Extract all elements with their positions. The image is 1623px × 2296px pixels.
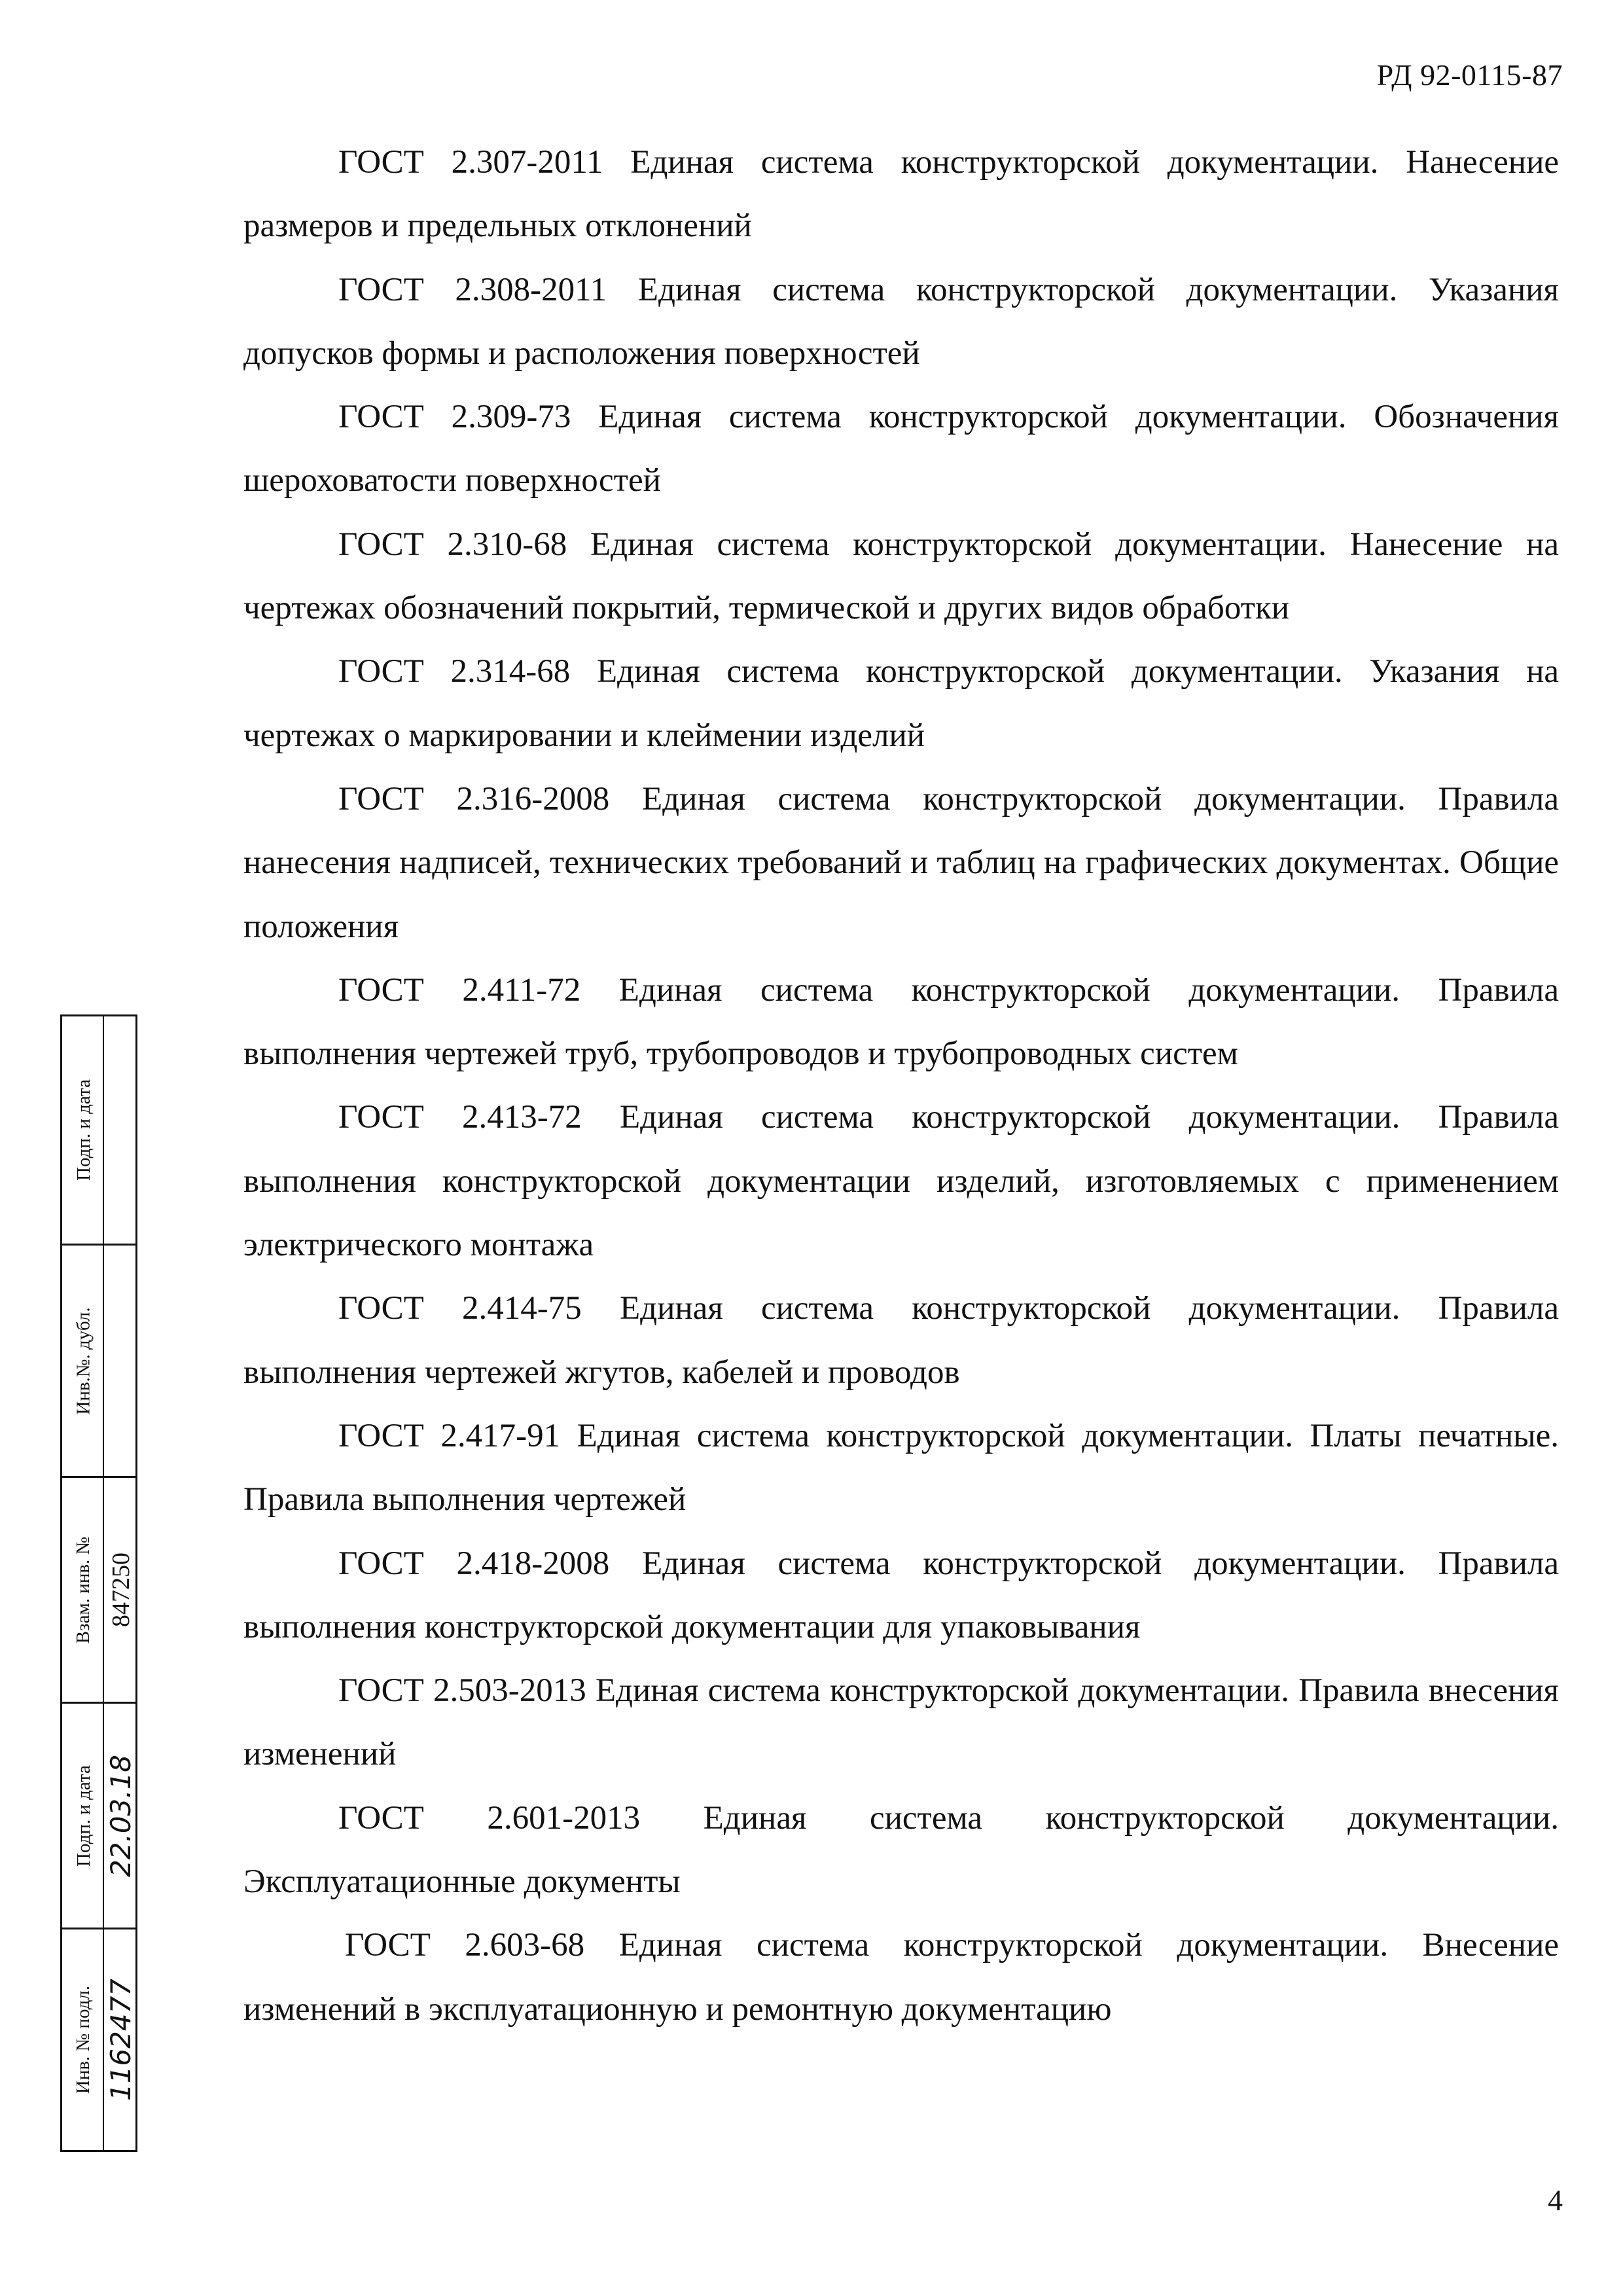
reference-entry: ГОСТ 2.603-68 Единая система конструкторской документации. Внесение изменений в эксплуатационную и ремонтную документацию [243,1927,1559,2028]
reference-entry: ГОСТ 2.309-73 Единая система конструкторской документации. Обозначения шероховатости поверхностей [243,399,1559,499]
stamp-label: Подп. и дата [73,1079,94,1181]
stamp-value: 847250 [107,1552,135,1627]
stamp-cell-inv-dubl [62,1246,135,1478]
stamp-label: Инв. № подл. [73,1985,94,2094]
reference-entry: ГОСТ 2.316-2008 Единая система конструкторской документации. Правила нанесения надписей, технических требований и таблиц на графических документах. Общие положения [243,780,1559,945]
stamp-value [105,1246,137,1476]
reference-list [243,131,1559,2041]
stamp-cell-podp-top [62,1016,135,1246]
stamp-handwritten-number: 1162477 [105,1978,137,2102]
reference-entry: ГОСТ 2.308-2011 Единая система конструкторской документации. Указания допусков формы и расположения поверхностей [243,271,1559,372]
reference-entry: ГОСТ 2.417-91 Единая система конструкторской документации. Платы печатные. Правила выполнения чертежей [243,1417,1559,1518]
side-stamp-table [60,1014,137,2152]
stamp-cell-vzam-inv [62,1478,135,1704]
stamp-cell-podp-bottom [62,1704,135,1929]
stamp-label: Инв.№. дубл. [73,1306,94,1415]
reference-entry: ГОСТ 2.418-2008 Единая система конструкторской документации. Правила выполнения конструкторской документации для упаковывания [243,1545,1559,1645]
reference-entry: ГОСТ 2.310-68 Единая система конструкторской документации. Нанесение на чертежах обозначений покрытий, термической и других видов обработки [243,526,1559,627]
stamp-handwritten-date: 22.03.18 [105,1754,137,1877]
page-number: 4 [1548,2183,1563,2217]
reference-entry: ГОСТ 2.413-72 Единая система конструкторской документации. Правила выполнения конструкторской документации изделий, изготовляемых с применением электрического монтажа [243,1099,1559,1264]
reference-entry: ГОСТ 2.601-2013 Единая система конструкторской документации. Эксплуатационные документы [243,1799,1559,1901]
stamp-value [105,1016,137,1244]
stamp-label: Взам. инв. № [73,1536,94,1643]
reference-entry: ГОСТ 2.503-2013 Единая система конструкторской документации. Правила внесения изменений [243,1672,1559,1773]
reference-entry: ГОСТ 2.307-2011 Единая система конструкторской документации. Нанесение размеров и предельных отклонений [243,144,1559,245]
stamp-cell-inv-podl [62,1929,135,2150]
reference-entry: ГОСТ 2.414-75 Единая система конструкторской документации. Правила выполнения чертежей жгутов, кабелей и проводов [243,1290,1559,1391]
reference-entry: ГОСТ 2.411-72 Единая система конструкторской документации. Правила выполнения чертежей труб, трубопроводов и трубопроводных систем [243,971,1559,1073]
stamp-label: Подп. и дата [73,1765,94,1867]
reference-entry: ГОСТ 2.314-68 Единая система конструкторской документации. Указания на чертежах о маркировании и клеймении изделий [243,653,1559,754]
document-code: РД 92-0115-87 [1376,58,1563,92]
